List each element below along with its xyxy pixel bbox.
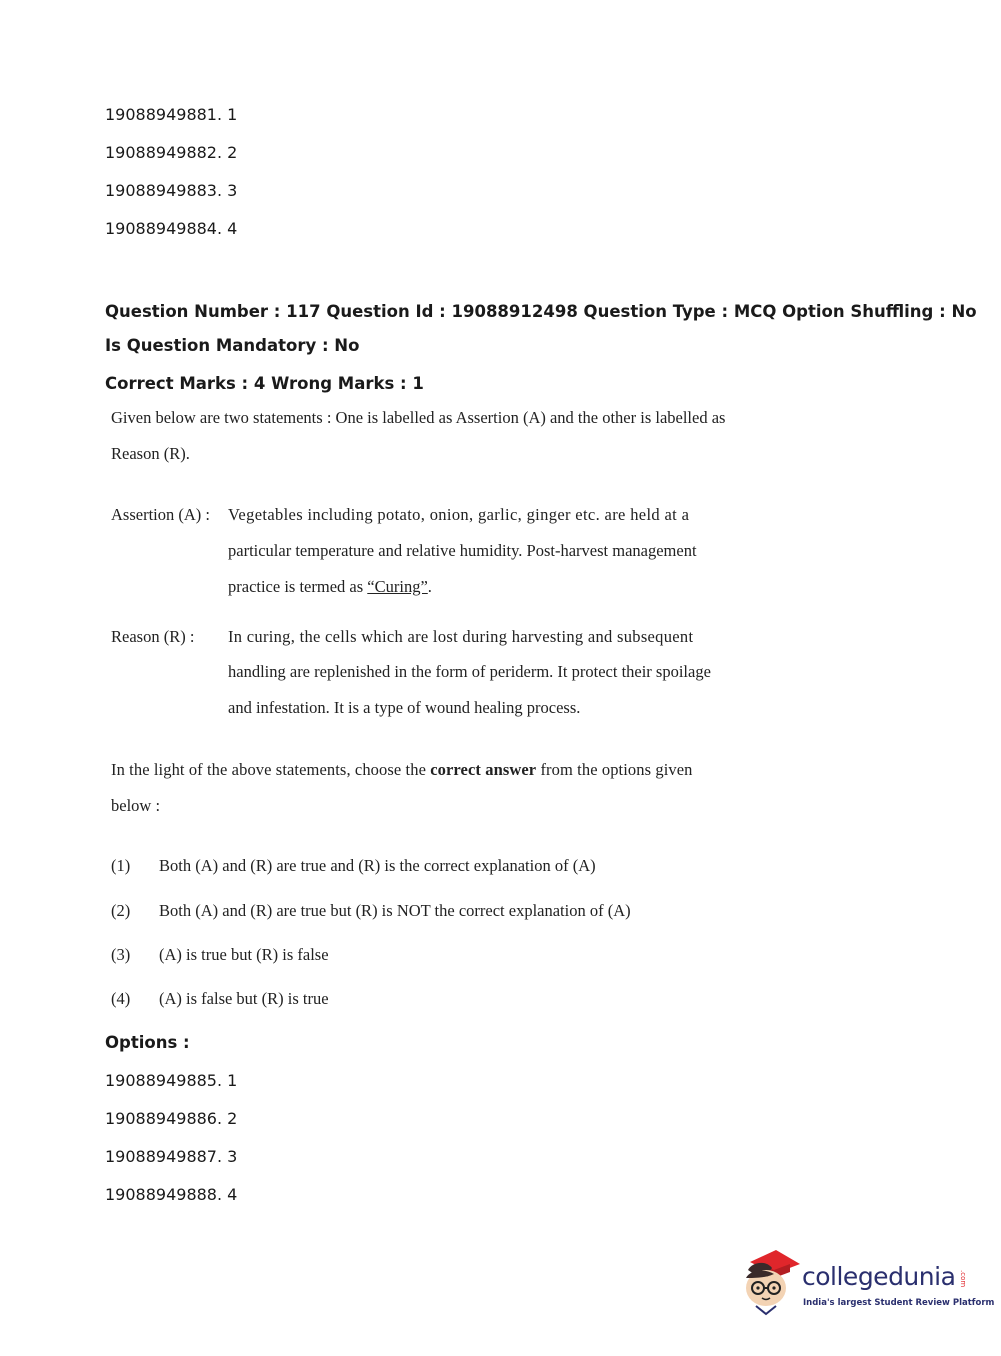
prompt-line-1	[111, 760, 693, 780]
option-2: 19088949886. 2	[105, 1109, 238, 1128]
prompt-line-1-end: from the options given	[536, 760, 693, 779]
choice-3-text: (A) is true but (R) is false	[159, 945, 329, 964]
option-4: 19088949888. 4	[105, 1185, 238, 1204]
assertion-line-2: particular temperature and relative humidity. Post-harvest management	[228, 541, 697, 560]
prompt-line-1-start: In the light of the above statements, choose the	[111, 760, 431, 779]
choice-1-text: Both (A) and (R) are true and (R) is the correct explanation of (A)	[159, 856, 596, 875]
option-1: 19088949885. 1	[105, 1071, 238, 1090]
logo-tagline: India's largest Student Review Platform	[803, 1298, 995, 1308]
choice-2-text: Both (A) and (R) are true but (R) is NOT the correct explanation of (A)	[159, 901, 631, 920]
assertion-label: Assertion (A) :	[111, 505, 210, 524]
reason-line-2: handling are replenished in the form of periderm. It protect their spoilage	[228, 662, 711, 681]
curing-term: “Curing”	[367, 577, 428, 596]
assertion-line-3-suffix: .	[427, 577, 432, 596]
choice-3-num: (3)	[111, 945, 131, 964]
question-marks: Correct Marks : 4 Wrong Marks : 1	[105, 374, 424, 393]
reason-line-3: and infestation. It is a type of wound healing process.	[228, 698, 581, 717]
choice-4-num: (4)	[111, 989, 131, 1008]
option-3: 19088949887. 3	[105, 1147, 238, 1166]
intro-line-1: Given below are two statements : One is labelled as Assertion (A) and the other is labelled as	[111, 408, 726, 427]
question-mandatory: Is Question Mandatory : No	[105, 336, 360, 355]
choice-1-num: (1)	[111, 856, 131, 875]
assertion-line-3	[228, 577, 432, 597]
reason-line-1: In curing, the cells which are lost during harvesting and subsequent	[228, 627, 694, 646]
student-mascot-icon	[740, 1248, 802, 1318]
choice-2-num: (2)	[111, 901, 131, 920]
prev-option-1: 19088949881. 1	[105, 105, 238, 124]
intro-line-2: Reason (R).	[111, 444, 190, 463]
prev-option-2: 19088949882. 2	[105, 143, 238, 162]
collegedunia-logo	[740, 1248, 995, 1318]
options-label: Options :	[105, 1033, 190, 1052]
logo-wordmark: collegedunia	[802, 1262, 956, 1291]
prev-option-4: 19088949884. 4	[105, 219, 238, 238]
prev-option-3: 19088949883. 3	[105, 181, 238, 200]
reason-label: Reason (R) :	[111, 627, 195, 646]
assertion-line-3-prefix: practice is termed as	[228, 577, 368, 596]
question-header: Question Number : 117 Question Id : 19088912498 Question Type : MCQ Option Shuffling : No	[105, 302, 977, 321]
choice-4-text: (A) is false but (R) is true	[159, 989, 329, 1008]
assertion-line-1: Vegetables including potato, onion, garlic, ginger etc. are held at a	[228, 505, 690, 524]
correct-answer-emphasis: correct answer	[430, 760, 537, 779]
logo-com: .com	[959, 1270, 967, 1288]
prompt-line-2: below :	[111, 796, 161, 815]
